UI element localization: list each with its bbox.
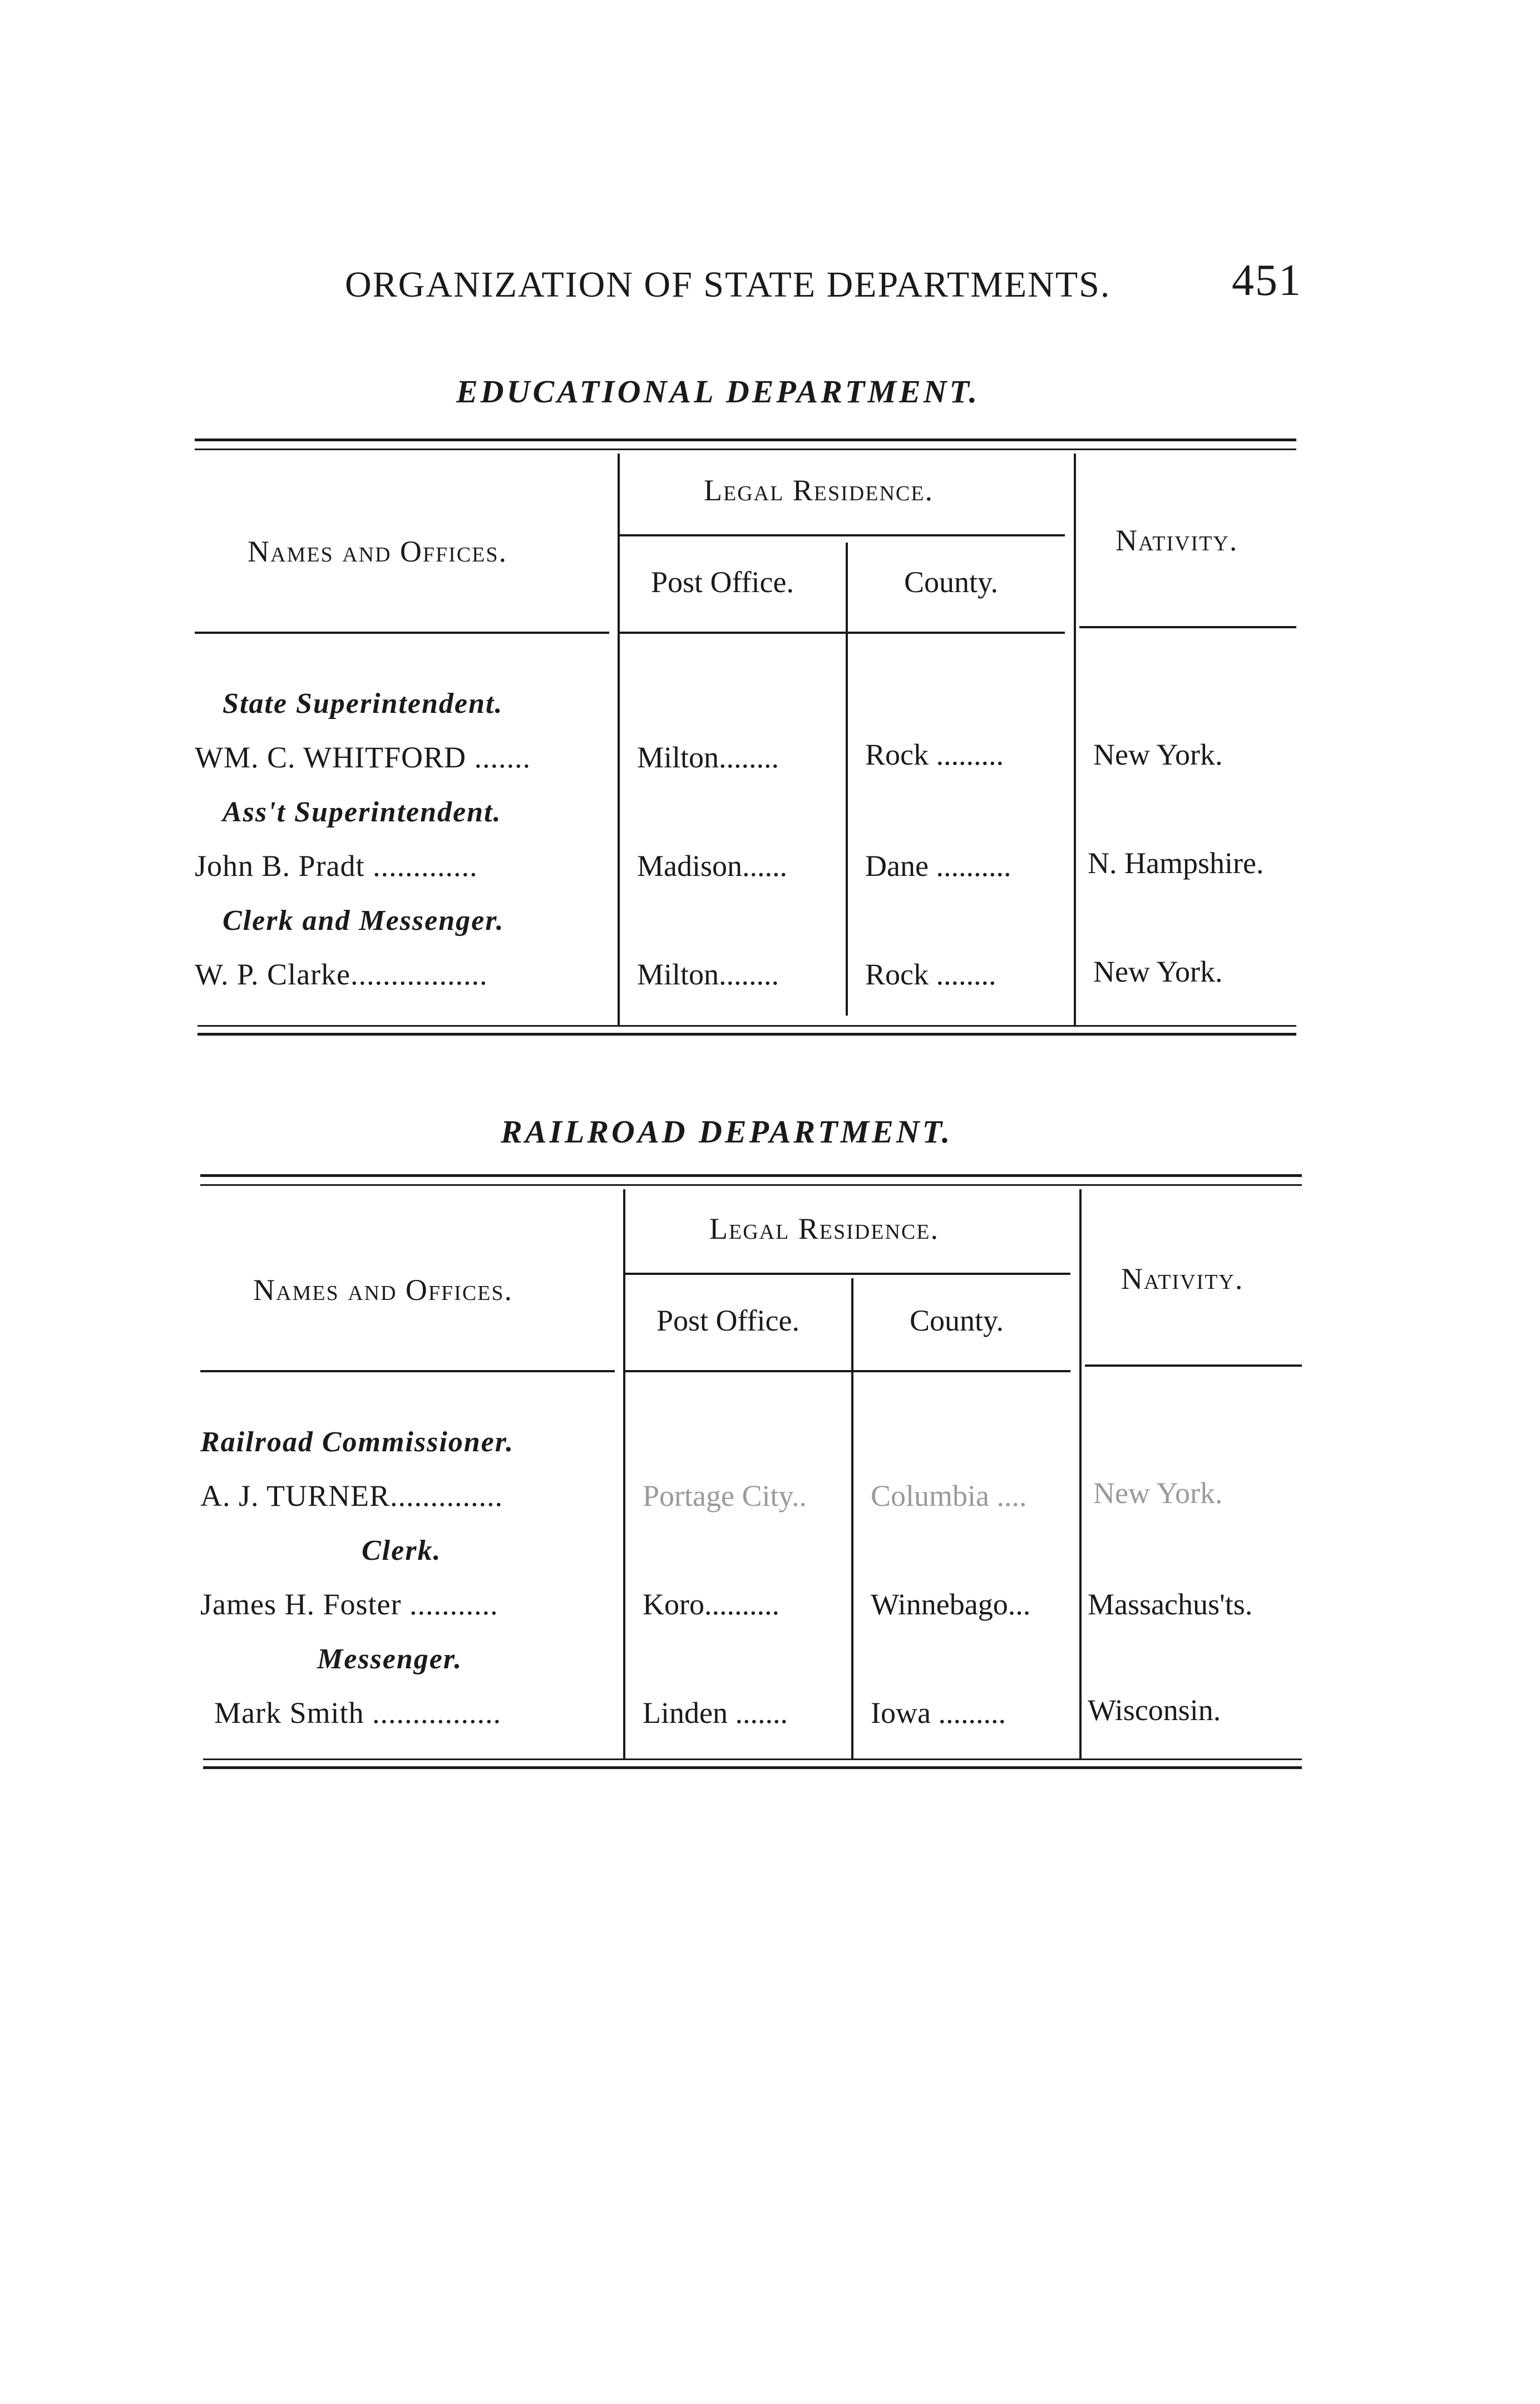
educational-table — [195, 451, 1296, 1029]
edu-row-name: W. P. Clarke................. — [195, 958, 488, 991]
rr-row-name: Mark Smith ................ — [214, 1696, 502, 1730]
edu-col-divider-1 — [618, 454, 620, 1027]
rr-header-nativity: Nativity. — [1121, 1262, 1244, 1295]
rr-row-nativity: Massachus'ts. — [1088, 1588, 1253, 1621]
rr-row-post-office: Koro.......... — [643, 1588, 779, 1621]
edu-header-bottom-rule-left — [195, 632, 609, 634]
edu-row-nativity: New York. — [1093, 955, 1223, 988]
edu-row-nativity: New York. — [1093, 738, 1223, 771]
railroad-dept-title: RAILROAD DEPARTMENT. — [501, 1114, 953, 1150]
edu-col-divider-3 — [1074, 454, 1076, 1027]
railroad-bottom-rule-1 — [203, 1758, 1302, 1760]
edu-row-post-office: Madison...... — [637, 849, 787, 883]
edu-row-post-office: Milton........ — [637, 741, 779, 774]
rr-header-county: County. — [910, 1304, 1004, 1337]
educational-dept-title: EDUCATIONAL DEPARTMENT. — [456, 373, 980, 410]
railroad-bottom-rule-2 — [203, 1766, 1302, 1769]
rr-row-nativity: Wisconsin. — [1088, 1693, 1221, 1727]
edu-row-post-office: Milton........ — [637, 958, 779, 991]
running-title: ORGANIZATION OF STATE DEPARTMENTS. — [345, 264, 1111, 305]
edu-row-name: WM. C. WHITFORD ....... — [195, 741, 531, 774]
edu-header-legal: Legal Residence. — [704, 474, 934, 507]
rr-col-divider-3 — [1079, 1189, 1082, 1760]
edu-header-names: Names and Offices. — [248, 535, 508, 568]
rr-col-divider-2 — [851, 1278, 853, 1760]
educational-bottom-rule-2 — [198, 1033, 1296, 1036]
edu-header-county: County. — [904, 565, 999, 599]
educational-top-rule-1 — [195, 439, 1296, 441]
rr-legal-rule — [625, 1273, 1070, 1275]
rr-row-office: Railroad Commissioner. — [200, 1426, 515, 1458]
rr-row-office: Messenger. — [317, 1643, 463, 1675]
edu-header-post-office: Post Office. — [651, 565, 794, 599]
rr-row-post-office: Portage City.. — [643, 1479, 807, 1513]
rr-row-nativity: New York. — [1093, 1476, 1223, 1510]
railroad-top-rule-1 — [200, 1174, 1302, 1177]
page-header — [345, 245, 1302, 306]
rr-row-county: Winnebago... — [871, 1588, 1031, 1621]
railroad-top-rule-2 — [200, 1184, 1302, 1186]
edu-row-office: Ass't Superintendent. — [223, 796, 502, 828]
edu-legal-rule — [620, 534, 1065, 536]
edu-col-divider-2 — [846, 543, 848, 1016]
edu-row-name: John B. Pradt ............. — [195, 849, 478, 883]
rr-header-post-office: Post Office. — [657, 1304, 799, 1337]
page-number: 451 — [1232, 256, 1302, 305]
railroad-table — [200, 1186, 1302, 1765]
edu-row-county: Dane .......... — [865, 849, 1011, 883]
edu-row-nativity: N. Hampshire. — [1088, 846, 1264, 880]
rr-header-legal: Legal Residence. — [709, 1212, 939, 1245]
rr-row-county: Columbia .... — [871, 1479, 1027, 1513]
edu-header-bottom-rule-right — [1079, 626, 1296, 628]
edu-row-office: Clerk and Messenger. — [223, 905, 505, 937]
rr-row-post-office: Linden ....... — [643, 1696, 788, 1730]
edu-row-county: Rock ......... — [865, 738, 1004, 771]
rr-header-bottom-rule-mid — [625, 1370, 1070, 1372]
edu-header-nativity: Nativity. — [1115, 524, 1238, 557]
edu-row-county: Rock ........ — [865, 958, 996, 991]
edu-header-bottom-rule-mid — [620, 632, 1065, 634]
educational-bottom-rule-1 — [198, 1025, 1296, 1027]
rr-row-county: Iowa ......... — [871, 1696, 1006, 1730]
rr-row-name: James H. Foster ........... — [200, 1588, 498, 1621]
rr-row-name: A. J. TURNER.............. — [200, 1479, 504, 1513]
rr-header-bottom-rule-right — [1085, 1364, 1302, 1367]
educational-top-rule-2 — [195, 449, 1296, 450]
rr-header-names: Names and Offices. — [253, 1273, 514, 1307]
edu-row-office: State Superintendent. — [223, 688, 504, 720]
rr-header-bottom-rule-left — [200, 1370, 615, 1372]
rr-row-office: Clerk. — [362, 1535, 442, 1566]
